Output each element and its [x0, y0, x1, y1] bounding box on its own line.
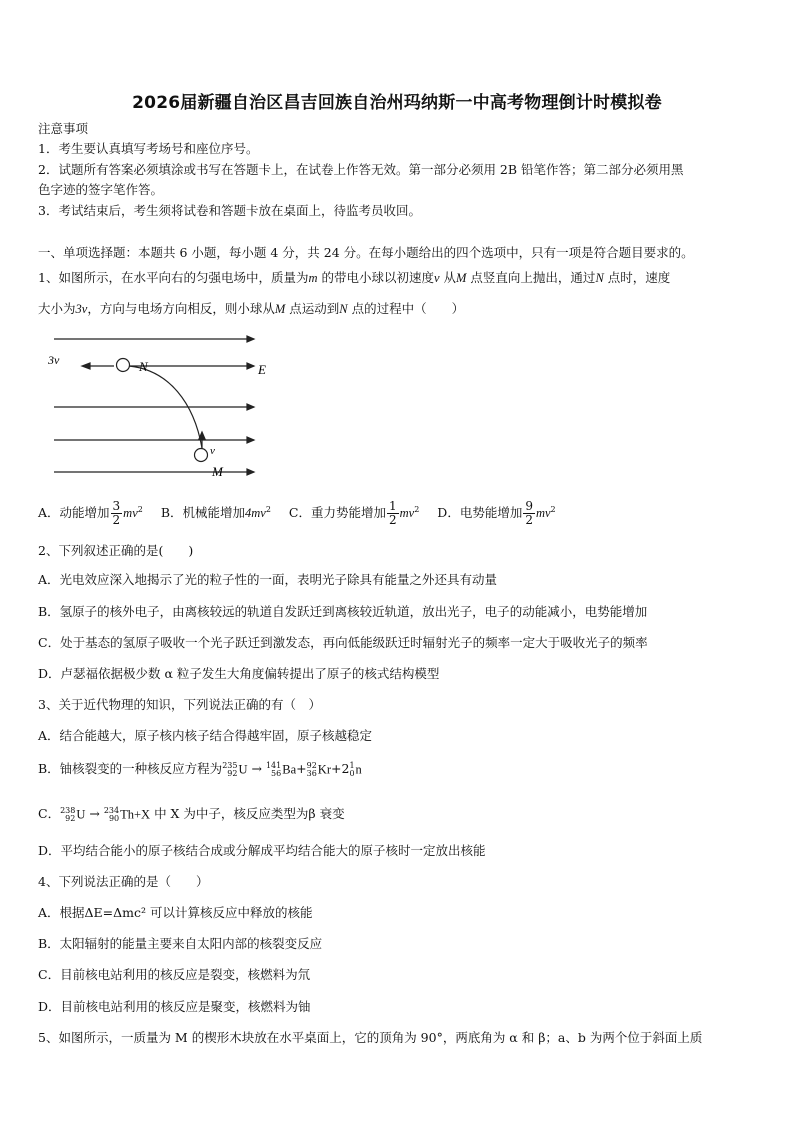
q3-option-b: B．铀核裂变的一种核反应方程为 235 92 U → 141 56 Ba+ 92 36 Kr+2 1 0 n: [38, 760, 362, 778]
label-E: E: [258, 362, 266, 377]
q4-option-b: B．太阳辐射的能量主要来自太阳内部的核裂变反应: [38, 936, 323, 951]
q2-stem: 2、下列叙述正确的是( ): [38, 543, 194, 558]
q4-option-d: D．目前核电站利用的核反应是聚变，核燃料为铀: [38, 999, 311, 1014]
q1-options: [38, 497, 570, 527]
option-d: D．电势能增加 $\frac{9}{2}$ $mv^2$: [437, 499, 556, 528]
q4-option-c: C．目前核电站利用的核反应是裂变，核燃料为氘: [38, 967, 311, 982]
option-c: C．重力势能增加 $\frac{1}{2}$ $mv^2$: [288, 499, 420, 528]
q5-stem: 5、如图所示，一质量为 M 的楔形木块放在水平桌面上，它的顶角为 90°，两底角为 α 和 β；a、b 为两个位于斜面上质: [38, 1030, 703, 1045]
q3-stem: 3、关于近代物理的知识，下列说法正确的有（ ）: [38, 697, 321, 712]
section-heading: 一、单项选择题：本题共 6 小题，每小题 4 分，共 24 分。在每小题给出的四个选项中，只有一项是符合题目要求的。: [38, 245, 694, 260]
q4-stem: 4、下列说法正确的是（ ）: [38, 874, 209, 889]
notes-heading: 注意事项: [38, 121, 89, 136]
velocity-v-arrowhead: [199, 432, 205, 439]
ball-at-N: [117, 359, 130, 372]
q4-option-a: A．根据ΔE=Δmc² 可以计算核反应中释放的核能: [38, 905, 313, 920]
page-title: 2026届新疆自治区昌吉回族自治州玛纳斯一中高考物理倒计时模拟卷: [132, 93, 662, 113]
note-item: 3．考试结束后，考生须将试卷和答题卡放在桌面上，待监考员收回。: [38, 203, 421, 218]
field-arrowhead: [247, 363, 254, 369]
note-item: 1．考生要认真填写考场号和座位序号。: [38, 141, 259, 156]
option-a: A．动能增加 $\frac{3}{2}$ $mv^2$: [38, 499, 143, 528]
q1-stem-line2: 大小为3v，方向与电场方向相反，则小球从M 点运动到N 点的过程中（ ）: [38, 301, 465, 316]
ball-at-M: [195, 449, 208, 462]
label-3v: 3v: [48, 353, 60, 367]
note-item: 色字迹的签字笔作答。: [38, 182, 164, 197]
q2-option-c: C．处于基态的氢原子吸收一个光子跃迁到激发态，再向低能级跃迁时辐射光子的频率一定大于吸收光子的频率: [38, 635, 648, 650]
option-b: B．机械能增加$4mv^2$: [160, 505, 271, 521]
q3-option-c: C． 238 92 U → 234 90 Th+X 中 X 为中子，核反应类型为β 衰变: [38, 805, 345, 823]
label-M: M: [212, 464, 223, 478]
q3-option-d: D．平均结合能小的原子核结合成或分解成平均结合能大的原子核时一定放出核能: [38, 843, 486, 858]
label-N: N: [139, 359, 148, 374]
velocity-3v-arrowhead: [82, 363, 90, 369]
q2-option-d: D．卢瑟福依据极少数 α 粒子发生大角度偏转提出了原子的核式结构模型: [38, 666, 440, 681]
q3-option-a: A．结合能越大，原子核内核子结合得越牢固，原子核越稳定: [38, 728, 373, 743]
note-item: 2．试题所有答案必须填涂或书写在答题卡上，在试卷上作答无效。第一部分必须用 2B 铅笔作答；第二部分必须用黑: [38, 162, 684, 177]
field-arrowhead: [247, 469, 254, 475]
q1-stem-line1: 1、如图所示，在水平向右的匀强电场中，质量为m 的带电小球以初速度v 从M 点竖直向上抛出，通过N 点时，速度: [38, 270, 671, 285]
field-arrowhead: [247, 437, 254, 443]
q2-option-a: A．光电效应深入地揭示了光的粒子性的一面，表明光子除具有能量之外还具有动量: [38, 572, 498, 587]
field-arrowhead: [247, 336, 254, 342]
field-arrowhead: [247, 404, 254, 410]
q1-field-diagram: [44, 328, 284, 478]
q2-option-b: B．氢原子的核外电子，由离核较远的轨道自发跃迁到离核较近轨道，放出光子，电子的动能减小，电势能增加: [38, 604, 648, 619]
label-v: v: [210, 445, 215, 457]
